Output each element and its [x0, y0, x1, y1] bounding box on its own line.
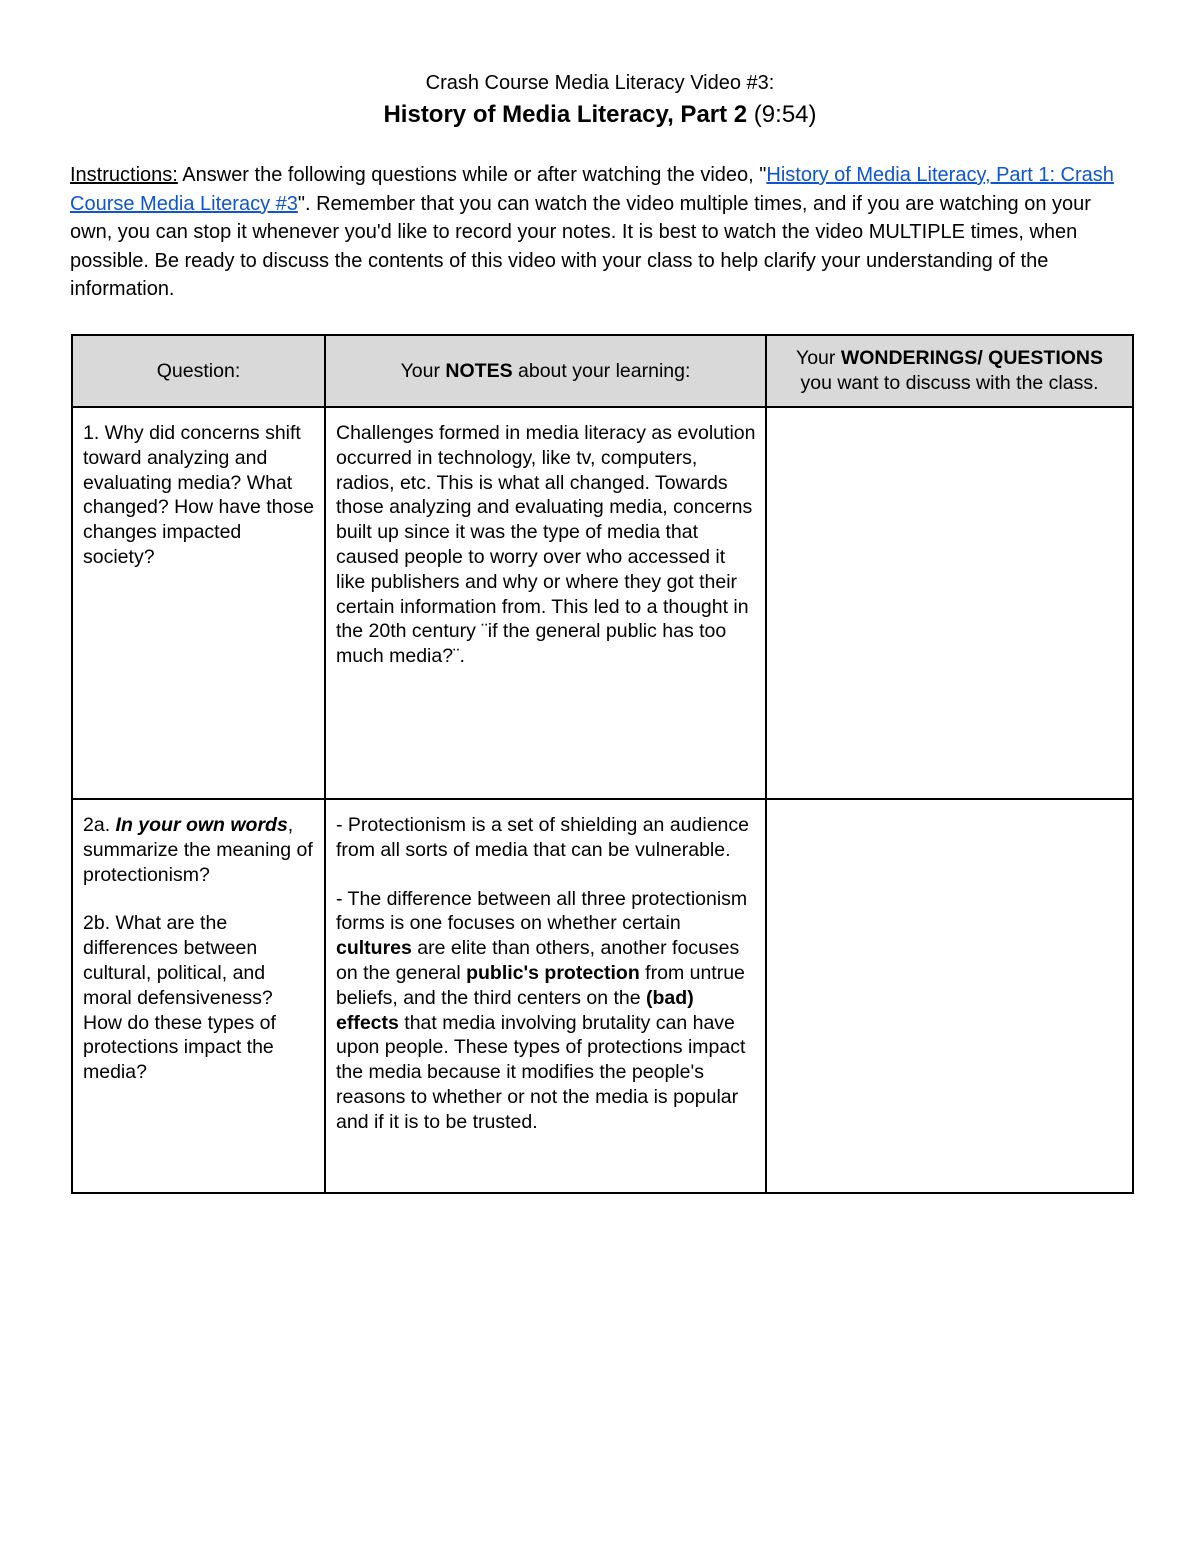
header-wonder-pre: Your [795, 347, 841, 370]
notes-1-text: Challenges formed in media literacy as evolution occurred in technology, like tv, computers, radios, etc. This is what all changed. Towards those analyzing and evaluating media, concerns built up since it was the type of media that caused people to worry over who accessed it like publishers and why or where they got their certain information from. This led to a thought in the 20th century ¨if the general public has too much media?¨. [336, 422, 756, 668]
wonderings-cell-2[interactable] [766, 799, 1133, 1193]
notes-cell-2[interactable] [325, 799, 766, 1193]
header-notes-bold: NOTES [445, 359, 513, 382]
video-subtitle: Crash Course Media Literacy Video #3: [425, 72, 775, 94]
page-title [0, 99, 1200, 131]
notes-cell-1[interactable] [325, 407, 766, 799]
wonderings-2-text [767, 800, 1132, 822]
notes-table [71, 334, 1134, 1194]
notes-2b-bad-effects: (bad) effects [336, 986, 694, 1034]
notes-2a-text: - Protectionism is a set of shielding an audience from all sorts of media that can be vulnerable. [336, 814, 749, 861]
title-runtime: (9:54) [747, 101, 817, 128]
instructions-text-after: ". Remember that you can watch the video multiple times, and if you are watching on your own, you can stop it whenever you'd like to record your notes. It is best to watch the video MULTIPLE times, when possible. Be ready to discuss the contents of this video with your class to help clarify your understanding of the information. [70, 192, 1091, 301]
notes-2b-text [336, 887, 756, 1135]
notes-2b-part-a: - The difference between all three protectionism forms is one focuses on whether certain [336, 887, 748, 935]
header-question [72, 335, 325, 407]
instructions-label: Instructions: [70, 164, 178, 186]
table-row [72, 799, 1133, 1193]
question-2a-post: , summarize the meaning of protectionism? [83, 814, 313, 886]
question-cell-1 [72, 407, 325, 799]
header-wonderings [766, 335, 1133, 407]
header-notes-post: about your learning: [512, 359, 691, 382]
question-2a-emphasis: In your own words [115, 814, 288, 836]
question-1-text: 1. Why did concerns shift toward analyzing and evaluating media? What changed? How have those changes impacted society? [83, 422, 314, 568]
instructions-paragraph [70, 161, 1132, 304]
notes-2b-part-g: that media involving brutality can have upon people. These types of protections impact the media because it modifies the people's reasons to whether or not the media is popular and if it is to be trusted. [336, 1011, 746, 1133]
table-row [72, 407, 1133, 799]
header-question-label: Question: [156, 359, 241, 382]
header-notes-pre: Your [400, 359, 446, 382]
wonderings-1-text [767, 408, 1132, 430]
table-header-row [72, 335, 1133, 407]
notes-2b-part-e: from untrue beliefs, and the third centers on the [336, 961, 745, 1009]
title-text: History of Media Literacy, Part 2 [383, 101, 748, 128]
question-2a-text [83, 813, 315, 887]
video-link[interactable]: History of Media Literacy, Part 1: Crash Course Media Literacy #3 [70, 164, 1114, 215]
notes-2b-part-c: are elite than others, another focuses on the general [336, 937, 740, 984]
header-notes [325, 335, 766, 407]
header-wonder-bold: WONDERINGS/ QUESTIONS [840, 347, 1103, 370]
instructions-text-before: Answer the following questions while or after watching the video, " [177, 164, 767, 186]
question-2a-pre: 2a. [83, 814, 116, 836]
notes-2b-public-protection: public's protection [466, 961, 640, 984]
header-wonder-post: you want to discuss with the class. [800, 372, 1099, 394]
question-2b-text: 2b. What are the differences between cultural, political, and moral defensiveness? How do these types of protections impact the media? [83, 912, 276, 1084]
question-cell-2 [72, 799, 325, 1193]
wonderings-cell-1[interactable] [766, 407, 1133, 799]
notes-2b-cultures: cultures [336, 937, 412, 960]
